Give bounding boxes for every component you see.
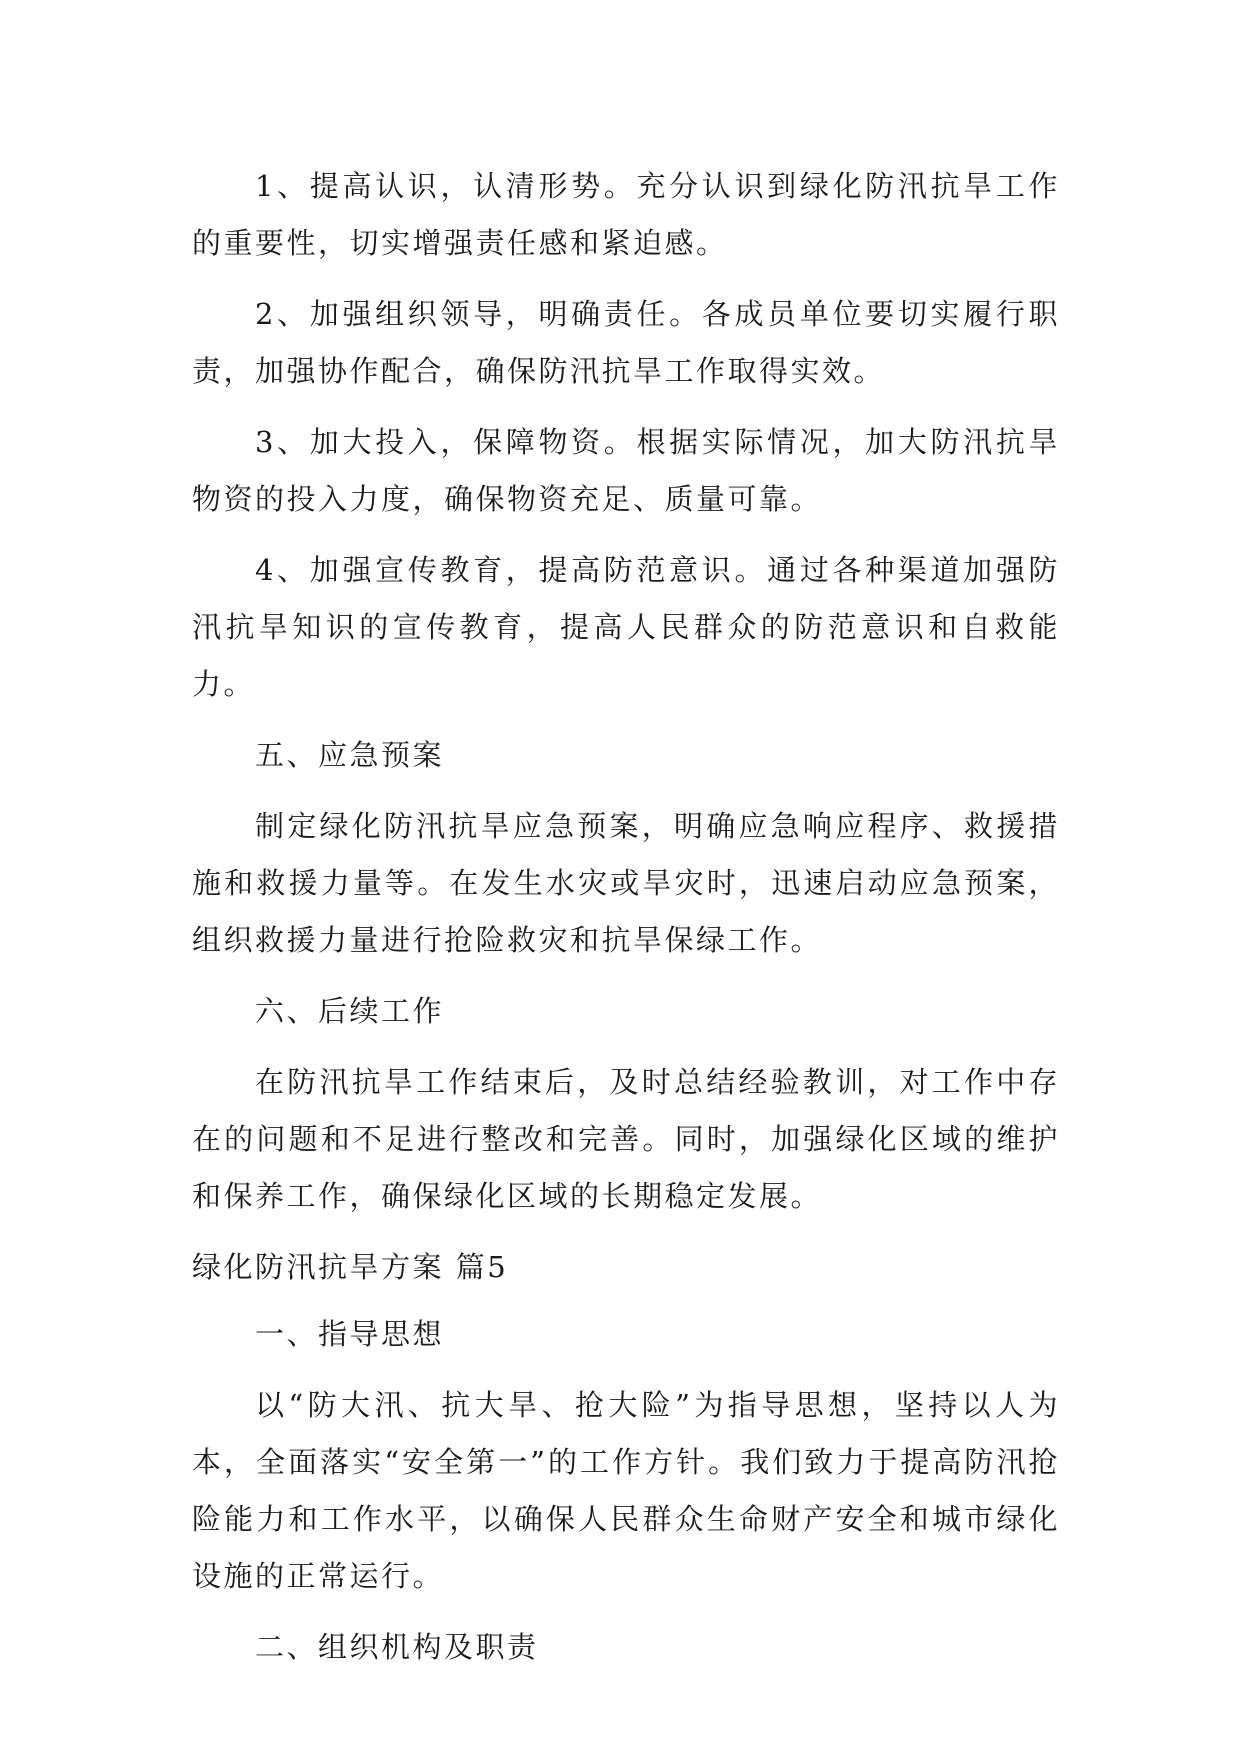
- heading-organization: 二、组织机构及职责: [255, 1630, 539, 1664]
- paragraph-3: 3、加大投入，保障物资。根据实际情况，加大防汛抗旱物资的投入力度，确保物资充足、质量可靠。: [192, 425, 1060, 516]
- document-body: [192, 158, 1060, 1690]
- paragraph-guiding-ideology: 以“防大汛、抗大旱、抢大险”为指导思想，坚持以人为本，全面落实“安全第一”的工作方针。我们致力于提高防汛抢险能力和工作水平，以确保人民群众生命财产安全和城市绿化设施的正常运行。: [192, 1388, 1060, 1593]
- paragraph-4: 4、加强宣传教育，提高防范意识。通过各种渠道加强防汛抗旱知识的宣传教育，提高人民群众的防范意识和自救能力。: [192, 553, 1060, 701]
- paragraph-1: 1、提高认识，认清形势。充分认识到绿化防汛抗旱工作的重要性，切实增强责任感和紧迫感。: [192, 169, 1060, 260]
- heading-follow-up-work: 六、后续工作: [255, 994, 445, 1028]
- heading-guiding-ideology: 一、指导思想: [255, 1317, 445, 1351]
- heading-emergency-plan: 五、应急预案: [255, 738, 445, 772]
- paragraph-2: 2、加强组织领导，明确责任。各成员单位要切实履行职责，加强协作配合，确保防汛抗旱工作取得实效。: [192, 297, 1060, 388]
- section-title: 绿化防汛抗旱方案 篇5: [192, 1250, 509, 1284]
- paragraph-follow-up-work: 在防汛抗旱工作结束后，及时总结经验教训，对工作中存在的问题和不足进行整改和完善。同时，加强绿化区域的维护和保养工作，确保绿化区域的长期稳定发展。: [192, 1065, 1060, 1213]
- paragraph-emergency-plan: 制定绿化防汛抗旱应急预案，明确应急响应程序、救援措施和救援力量等。在发生水灾或旱灾时，迅速启动应急预案，组织救援力量进行抢险救灾和抗旱保绿工作。: [192, 809, 1060, 957]
